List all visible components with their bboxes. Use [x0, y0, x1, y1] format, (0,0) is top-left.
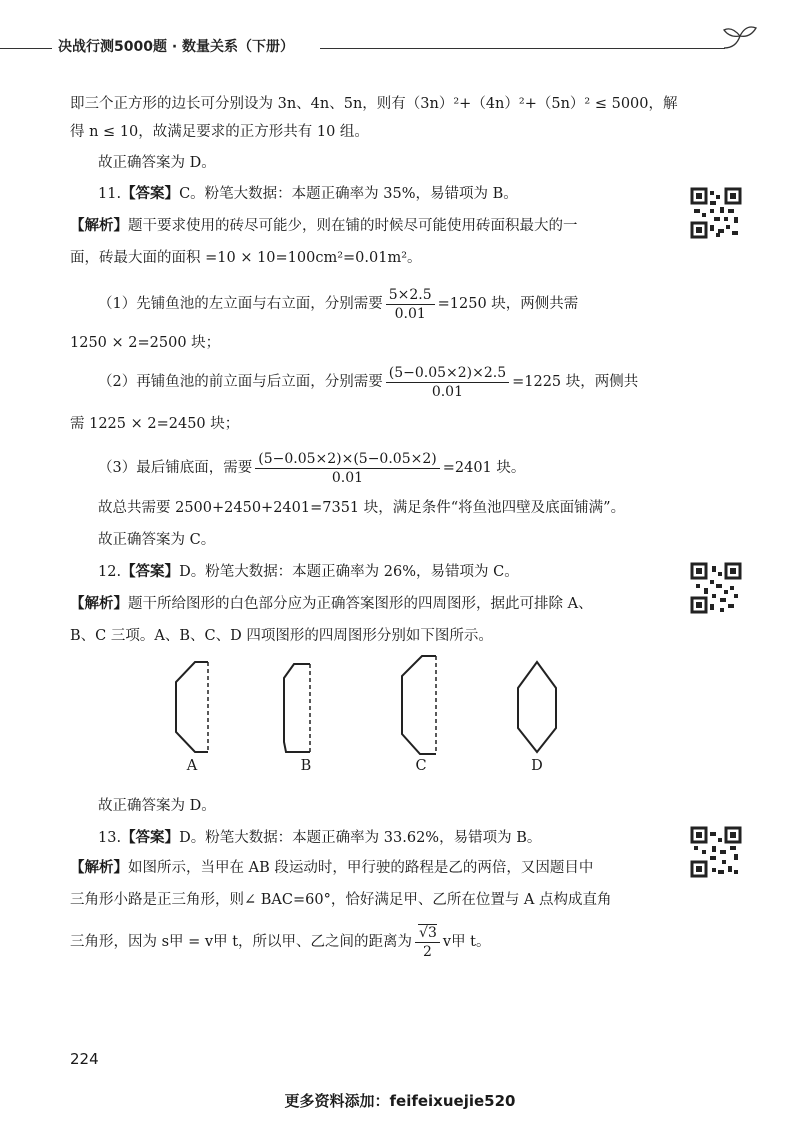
- figure-label-d: D: [531, 758, 543, 774]
- qr-code: [690, 562, 742, 614]
- paragraph-line: 故正确答案为 D。: [98, 798, 216, 814]
- header-rule-left: [0, 48, 52, 49]
- q11-step1: （1）先铺鱼池的左立面与右立面，分别需要 $\frac{5\times 2.5}{0.01}$ =1250 块，两侧共需: [98, 286, 579, 322]
- question-number: 13.: [98, 830, 122, 846]
- paragraph-line: 面，砖最大面的面积 =10 × 10=100cm²=0.01m²。: [70, 250, 422, 266]
- q13-answer-line: 13.【答案】D。粉笔大数据：本题正确率为 33.62%，易错项为 B。: [98, 830, 542, 846]
- figure-label-a: A: [186, 758, 198, 774]
- q11-answer-line: 11.【答案】C。粉笔大数据：本题正确率为 35%，易错项为 B。: [98, 186, 518, 202]
- paragraph-line: 得 n ≤ 10，故满足要求的正方形共有 10 组。: [70, 124, 369, 140]
- qr-code: [690, 826, 742, 878]
- analysis-tag: 【解析】: [70, 596, 128, 612]
- figure-label-b: B: [300, 758, 312, 774]
- fraction: $\frac{(5-0.05\times 2)\times(5-0.05\times 2)}{0.01}$: [255, 450, 439, 487]
- header-title: 决战行测5000题 · 数量关系（下册）: [58, 39, 295, 55]
- q12-answer-line: 12.【答案】D。粉笔大数据：本题正确率为 26%，易错项为 C。: [98, 564, 519, 580]
- paragraph-line: B、C 三项。A、B、C、D 四项图形的四周图形分别如下图所示。: [70, 628, 493, 644]
- sprout-icon: [720, 22, 760, 52]
- answer-tag: 【答案】: [121, 186, 180, 202]
- page-number: 224: [70, 1050, 99, 1068]
- answer-tag: 【答案】: [121, 564, 180, 580]
- analysis-tag: 【解析】: [70, 860, 128, 876]
- figure-label-c: C: [415, 758, 427, 774]
- question-number: 12.: [98, 564, 122, 580]
- q13-distance-line: 三角形，因为 s甲 = v甲 t，所以甲、乙之间的距离为 $\frac{√3}{2}$ v甲 t。: [70, 924, 491, 960]
- answer-tag: 【答案】: [121, 830, 180, 846]
- paragraph-line: 故正确答案为 C。: [98, 532, 216, 548]
- q12-analysis-line: 【解析】题干所给图形的白色部分应为正确答案图形的四周图形，据此可排除 A、: [70, 596, 593, 612]
- paragraph-line: 1250 × 2=2500 块；: [70, 335, 221, 351]
- figure-a: [176, 662, 208, 752]
- fraction: $\frac{(5-0.05\times 2)\times 2.5}{0.01}$: [386, 364, 509, 401]
- figure-c: [402, 656, 436, 754]
- fraction: $\frac{5\times 2.5}{0.01}$: [386, 286, 435, 323]
- q11-analysis-line: 【解析】题干要求使用的砖尽可能少，则在铺的时候尽可能使用砖面积最大的一: [70, 218, 578, 234]
- paragraph-line: 故正确答案为 D。: [98, 155, 216, 171]
- analysis-tag: 【解析】: [70, 218, 128, 234]
- qr-code: [690, 187, 742, 239]
- question-number: 11.: [98, 186, 122, 202]
- paragraph-line: 三角形小路是正三角形，则∠ BAC=60°，恰好满足甲、乙所在位置与 A 点构成直角: [70, 892, 612, 908]
- paragraph-line: 需 1225 × 2=2450 块；: [70, 416, 240, 432]
- paragraph-line: 故总共需要 2500+2450+2401=7351 块，满足条件“将鱼池四壁及底面铺满”。: [98, 500, 626, 516]
- q11-step3: （3）最后铺底面，需要 $\frac{(5-0.05\times 2)\times(5-0.05\times 2)}{0.01}$ =2401 块。: [98, 450, 526, 486]
- header-rule-right: [320, 48, 725, 49]
- footer-note: 更多资料添加：feifeixuejie520: [284, 1092, 516, 1110]
- option-figures: [0, 650, 800, 760]
- figure-b: [284, 664, 310, 752]
- paragraph-line: 即三个正方形的边长可分别设为 3n、4n、5n，则有（3n）²+（4n）²+（5n）² ≤ 5000，解: [70, 96, 678, 112]
- figure-d: [518, 662, 556, 752]
- q13-analysis-line: 【解析】如图所示，当甲在 AB 段运动时，甲行驶的路程是乙的两倍，又因题目中: [70, 860, 594, 876]
- q11-step2: （2）再铺鱼池的前立面与后立面，分别需要 $\frac{(5-0.05\times 2)\times 2.5}{0.01}$ =1225 块，两侧共: [98, 364, 639, 400]
- fraction: $\frac{√3}{2}$: [415, 924, 440, 961]
